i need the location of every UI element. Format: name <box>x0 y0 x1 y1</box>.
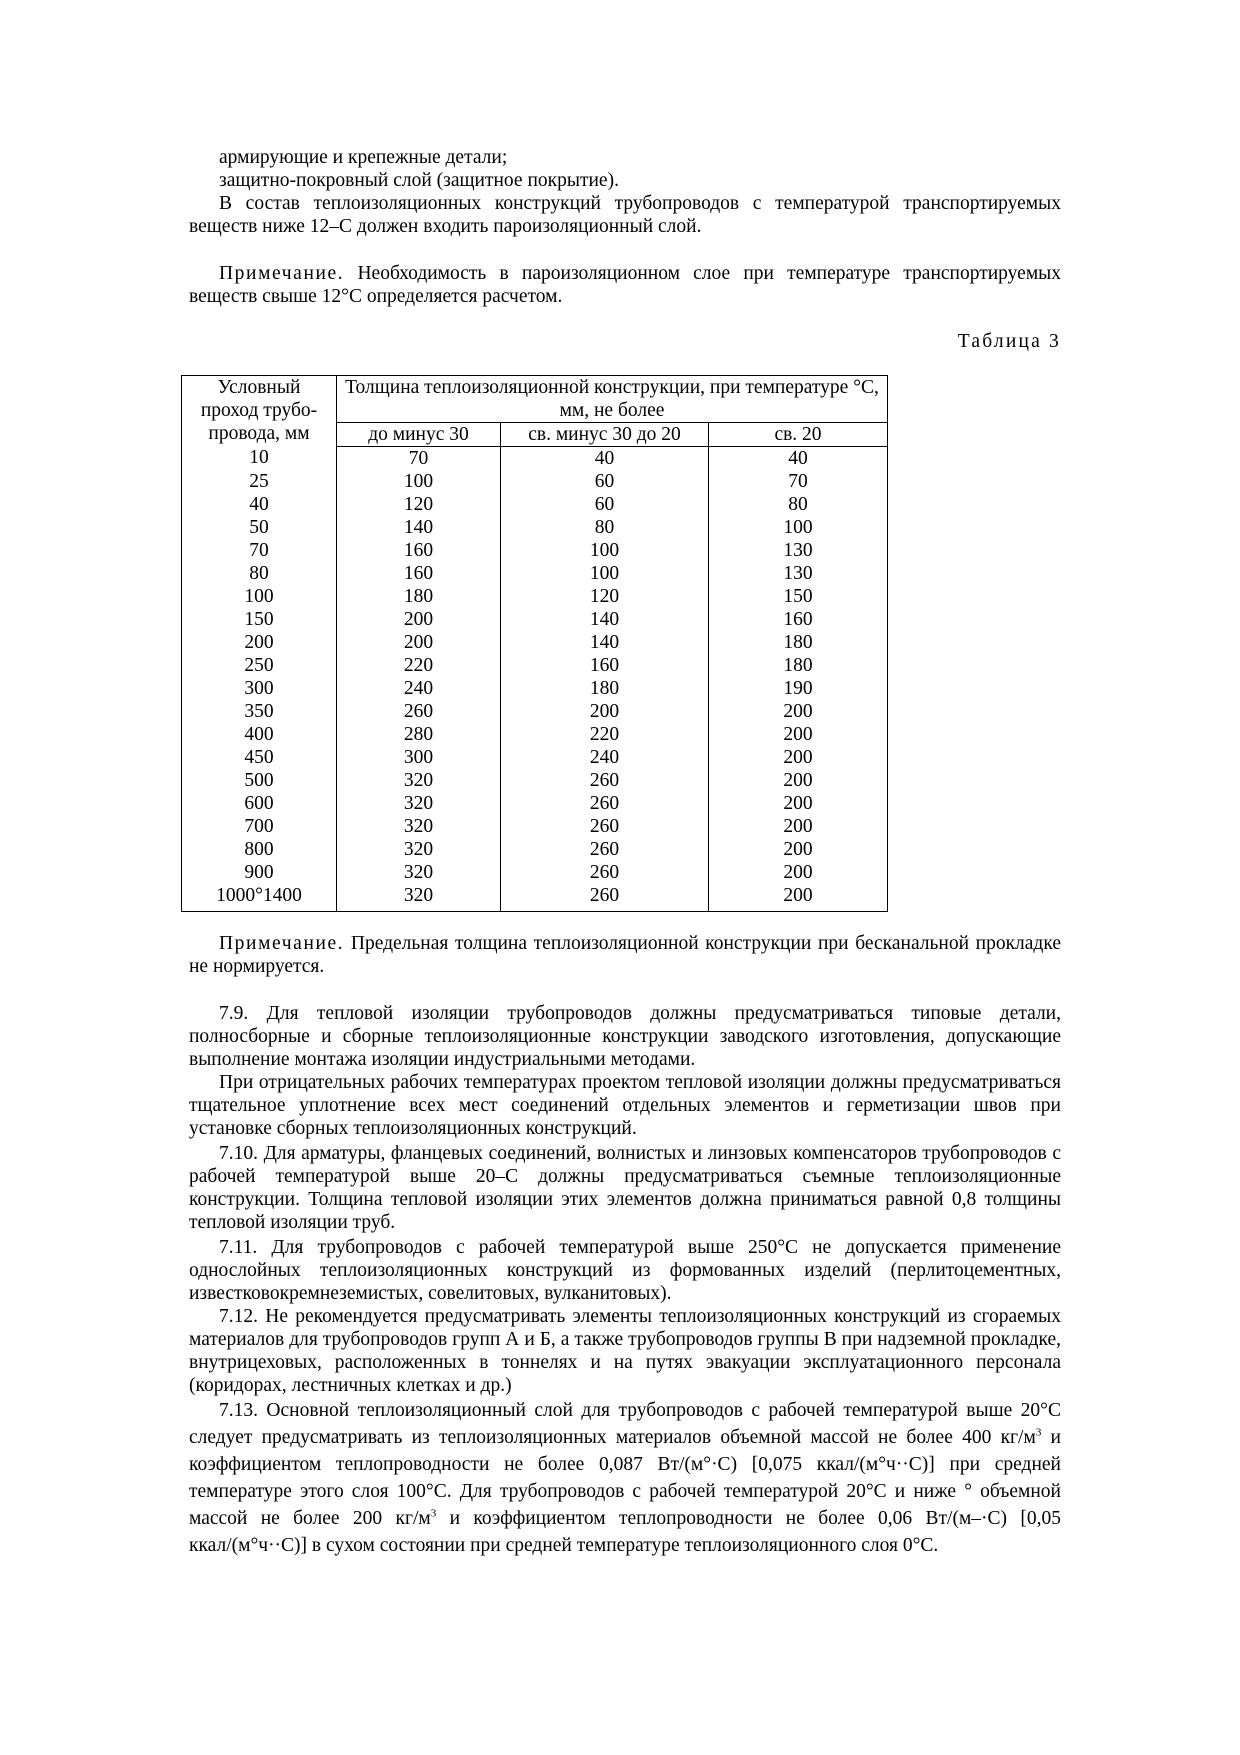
table-row <box>182 838 888 861</box>
table-cell: 120 <box>337 493 501 516</box>
table-cell: 500 <box>182 769 337 792</box>
table-row <box>182 769 888 792</box>
col0-header-line-1: Условный <box>217 377 301 398</box>
table-cell: 200 <box>709 746 888 769</box>
table-cell: 260 <box>337 700 501 723</box>
table-cell: 150 <box>182 608 337 631</box>
col0-header-line-2: проход трубо- <box>200 400 318 421</box>
table-cell: 120 <box>501 585 709 608</box>
table-cell: 240 <box>337 677 501 700</box>
table-cell: 320 <box>337 838 501 861</box>
table-cell: 40 <box>182 493 337 516</box>
table-cell: 220 <box>501 723 709 746</box>
paragraph-7-13 <box>189 1397 1061 1559</box>
section-7-body <box>189 1002 1061 1559</box>
table-cell: 200 <box>337 608 501 631</box>
table-cell: 260 <box>501 884 709 912</box>
table-row <box>182 723 888 746</box>
table-row <box>182 470 888 493</box>
superscript-3-a: 3 <box>1035 1426 1042 1438</box>
table-cell: 320 <box>337 792 501 815</box>
table-cell: 160 <box>709 608 888 631</box>
paragraph-7-13-part-a: 7.13. Основной теплоизоляционный слой для трубопроводов с рабочей температурой выше 20°С следует предусматривать из теплоизоляционных материалов объемной массой не более 400 кг/м <box>189 1399 1061 1448</box>
table-row <box>182 631 888 654</box>
table-cell: 1000°1400 <box>182 884 337 912</box>
table-cell: 180 <box>501 677 709 700</box>
table-cell: 320 <box>337 769 501 792</box>
table-cell: 200 <box>709 723 888 746</box>
table-cell: 100 <box>182 585 337 608</box>
table-cell: 320 <box>337 861 501 884</box>
sub-header-1: до минус 30 <box>337 422 501 446</box>
table-cell: 60 <box>501 493 709 516</box>
paragraph-7-12: 7.12. Не рекомендуется предусматривать элементы теплоизоляционных конструкций из сгораемых материалов для трубопроводов групп А и Б, а также трубопроводов группы В при надземной прокладке, внутрицеховых, расположенных в тоннелях и на путях эвакуации эксплуатационного персонала (коридорах, лестничных клетках и др.) <box>189 1305 1061 1396</box>
table-cell: 200 <box>709 792 888 815</box>
table-row <box>182 654 888 677</box>
table-row <box>182 585 888 608</box>
table-cell: 70 <box>182 539 337 562</box>
table-cell: 130 <box>709 539 888 562</box>
note-1-label: Примечание. <box>219 263 345 284</box>
table-cell: 80 <box>182 562 337 585</box>
sub-header-3: св. 20 <box>709 422 888 446</box>
table-cell: 40 <box>709 446 888 470</box>
paragraph-7-13-part-c: и коэффициентом теплопроводности не более 0,06 Вт/(м–·С) [0,05 ккал/(м°ч··С)] в сухом состоянии при средней температуре теплоизоляционного слоя 0°С. <box>189 1507 1061 1556</box>
table-cell: 240 <box>501 746 709 769</box>
table-row <box>182 516 888 539</box>
intro-paragraph: В состав теплоизоляционных конструкций трубопроводов с температурой транспортируемых веществ ниже 12–С должен входить пароизоляционный слой. <box>189 193 1061 237</box>
table-cell: 260 <box>501 838 709 861</box>
superscript-3-b: 3 <box>430 1507 437 1519</box>
table-cell: 160 <box>501 654 709 677</box>
sub-header-2: св. минус 30 до 20 <box>501 422 709 446</box>
document-page <box>189 146 1061 1559</box>
paragraph-7-9: 7.9. Для тепловой изоляции трубопроводов должны предусматриваться типовые детали, полносборные и сборные теплоизоляционные конструкции заводского изготовления, допускающие выполнение монтажа изоляции индустриальными методами. <box>189 1002 1061 1070</box>
paragraph-7-9-b: При отрицательных рабочих температурах проектом тепловой изоляции должны предусматриваться тщательное уплотнение всех мест соединений отдельных элементов и герметизации швов при установке сборных теплоизоляционных конструкций. <box>189 1071 1061 1139</box>
table-cell: 200 <box>709 815 888 838</box>
table-cell: 260 <box>501 815 709 838</box>
table-cell: 180 <box>709 654 888 677</box>
table-row <box>182 608 888 631</box>
table-cell: 220 <box>337 654 501 677</box>
col0-header-a <box>182 376 337 423</box>
table-cell: 25 <box>182 470 337 493</box>
table-cell: 140 <box>501 631 709 654</box>
note-1 <box>189 262 1061 308</box>
table-cell: 260 <box>501 769 709 792</box>
table-cell: 200 <box>709 700 888 723</box>
col0-header-line-3: провода, мм <box>182 422 337 446</box>
table-cell: 600 <box>182 792 337 815</box>
table-cell: 60 <box>501 470 709 493</box>
table-cell: 100 <box>709 516 888 539</box>
table-cell: 200 <box>709 884 888 912</box>
table-cell: 130 <box>709 562 888 585</box>
table-cell: 10 <box>182 446 337 470</box>
table-cell: 200 <box>709 838 888 861</box>
table-cell: 320 <box>337 884 501 912</box>
table-cell: 700 <box>182 815 337 838</box>
group-header: Толщина теплоизоляционной конструкции, при температуре °С, мм, не более <box>337 376 888 423</box>
insulation-thickness-table <box>181 375 888 912</box>
table-row <box>182 746 888 769</box>
table-cell: 200 <box>501 700 709 723</box>
table-cell: 150 <box>709 585 888 608</box>
table-cell: 40 <box>501 446 709 470</box>
table-cell: 320 <box>337 815 501 838</box>
table-cell: 180 <box>337 585 501 608</box>
intro-line-1: армирующие и крепежные детали; <box>219 147 508 168</box>
table-cell: 350 <box>182 700 337 723</box>
table-cell: 180 <box>709 631 888 654</box>
table-cell: 100 <box>501 539 709 562</box>
paragraph-7-13-part-b: и коэффициентом теплопроводности не более 0,087 Вт/(м°·С) [0,075 ккал/(м°ч··С)] при средней температуре этого слоя 100°С. Для трубопроводов с рабочей температурой 20°С и ниже ° объемной массой не более 200 кг/м <box>189 1426 1061 1529</box>
table-row <box>182 677 888 700</box>
table-row <box>182 861 888 884</box>
table-cell: 400 <box>182 723 337 746</box>
table-cell: 160 <box>337 539 501 562</box>
table-cell: 190 <box>709 677 888 700</box>
intro-line-2: защитно-покровный слой (защитное покрытие). <box>219 170 619 191</box>
table-cell: 900 <box>182 861 337 884</box>
table-cell: 70 <box>709 470 888 493</box>
table-caption: Таблица 3 <box>957 331 1061 352</box>
note-2 <box>189 932 1061 978</box>
table-body <box>182 446 888 911</box>
table-cell: 80 <box>709 493 888 516</box>
paragraph-7-10: 7.10. Для арматуры, фланцевых соединений, волнистых и линзовых компенсаторов трубопроводов с рабочей температурой выше 20–С должны предусматриваться съемные теплоизоляционные конструкции. Толщина тепловой изоляции этих элементов должна приниматься равной 0,8 толщины тепловой изоляции труб. <box>189 1142 1061 1233</box>
table-cell: 50 <box>182 516 337 539</box>
table-row <box>182 562 888 585</box>
table-cell: 100 <box>337 470 501 493</box>
table-cell: 260 <box>501 861 709 884</box>
table-row <box>182 884 888 912</box>
note-1-text: Необходимость в пароизоляционном слое при температуре транспортируемых веществ свыше 12°С определяется расчетом. <box>189 263 1062 307</box>
table-cell: 800 <box>182 838 337 861</box>
table-row <box>182 539 888 562</box>
table-row <box>182 815 888 838</box>
table-cell: 100 <box>501 562 709 585</box>
table-cell: 140 <box>501 608 709 631</box>
table-cell: 200 <box>709 769 888 792</box>
table-row <box>182 493 888 516</box>
table-row <box>182 446 888 470</box>
table-cell: 250 <box>182 654 337 677</box>
table-cell: 260 <box>501 792 709 815</box>
table-cell: 140 <box>337 516 501 539</box>
table-row <box>182 792 888 815</box>
table-cell: 200 <box>337 631 501 654</box>
paragraph-7-11: 7.11. Для трубопроводов с рабочей температурой выше 250°С не допускается применение однослойных теплоизоляционных конструкций из формованных изделий (перлитоцементных, известковокремнеземистых, совелитовых, вулканитовых). <box>189 1236 1061 1304</box>
table-cell: 70 <box>337 446 501 470</box>
table-cell: 450 <box>182 746 337 769</box>
table-cell: 300 <box>337 746 501 769</box>
table-cell: 200 <box>709 861 888 884</box>
note-2-label: Примечание. <box>219 932 345 954</box>
table-cell: 200 <box>182 631 337 654</box>
table-cell: 80 <box>501 516 709 539</box>
table-cell: 280 <box>337 723 501 746</box>
table-cell: 160 <box>337 562 501 585</box>
table-cell: 300 <box>182 677 337 700</box>
note-2-text: Предельная толщина теплоизоляционной конструкции при бесканальной прокладке не нормируется. <box>189 932 1061 977</box>
table-row <box>182 700 888 723</box>
